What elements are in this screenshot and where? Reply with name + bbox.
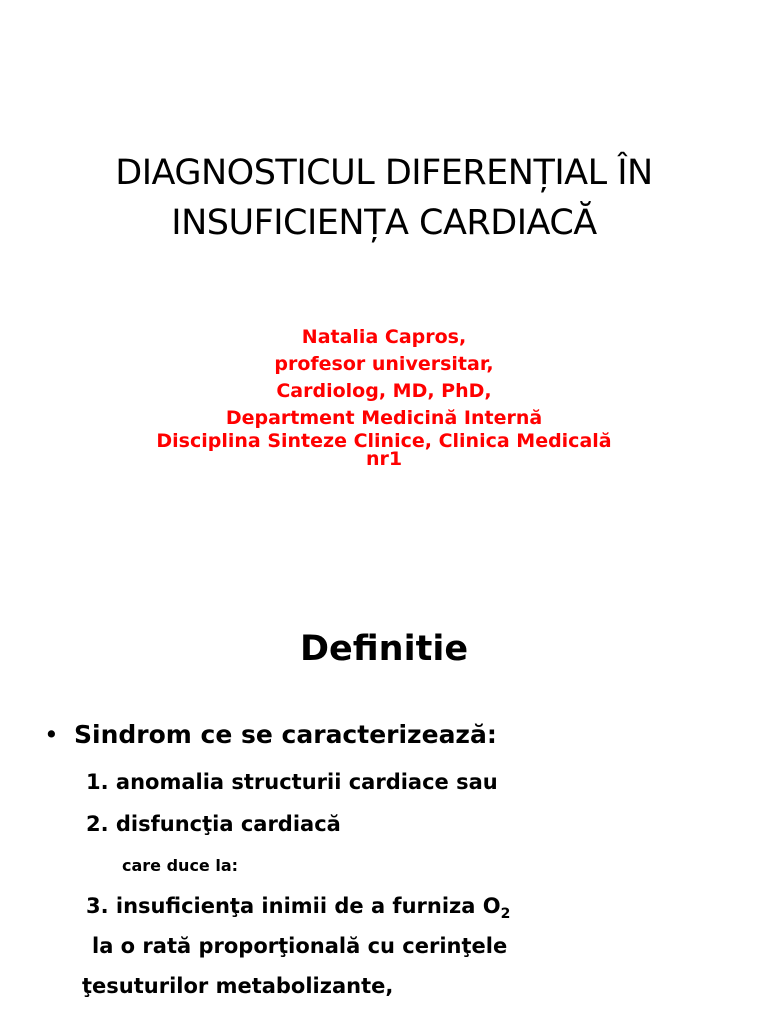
author-block (0, 324, 768, 468)
author-position: profesor universitar, (274, 353, 494, 375)
bullet-icon: • (44, 720, 59, 749)
item-cardiac-dysfunction: 2. disfuncţia cardiacă (86, 812, 341, 836)
title-line-2: INSUFICIENȚA CARDIACĂ (171, 203, 597, 243)
bullet-text: Sindrom ce se caracterizează: (74, 720, 497, 749)
item-leads-to: care duce la: (122, 856, 239, 875)
o2-subscript: 2 (500, 906, 511, 923)
definition-slide (0, 576, 768, 1024)
item-metabolizing-tissues: ţesuturilor metabolizante, (82, 974, 394, 998)
author-credentials: Cardiolog, MD, PhD, (276, 380, 492, 402)
author-clinic-number: nr1 (365, 448, 403, 470)
item-proportional-rate: la o rată proporţională cu cerinţele (92, 934, 508, 958)
bullet-item (44, 718, 497, 752)
author-discipline: Disciplina Sinteze Clinice, Clinica Medicală (156, 430, 612, 452)
item-heart-insufficiency (86, 892, 510, 928)
title-line-1: DIAGNOSTICUL DIFERENȚIAL ÎN (115, 153, 653, 193)
author-department: Department Medicină Internă (225, 407, 543, 429)
presentation-title (0, 148, 768, 248)
item-structural-anomaly: 1. anomalia structurii cardiace sau (86, 770, 498, 794)
item-heart-insufficiency-text: 3. insuficienţa inimii de a furniza O (86, 894, 501, 918)
author-name: Natalia Capros, (301, 326, 467, 348)
slide-heading: Definitie (299, 629, 469, 669)
